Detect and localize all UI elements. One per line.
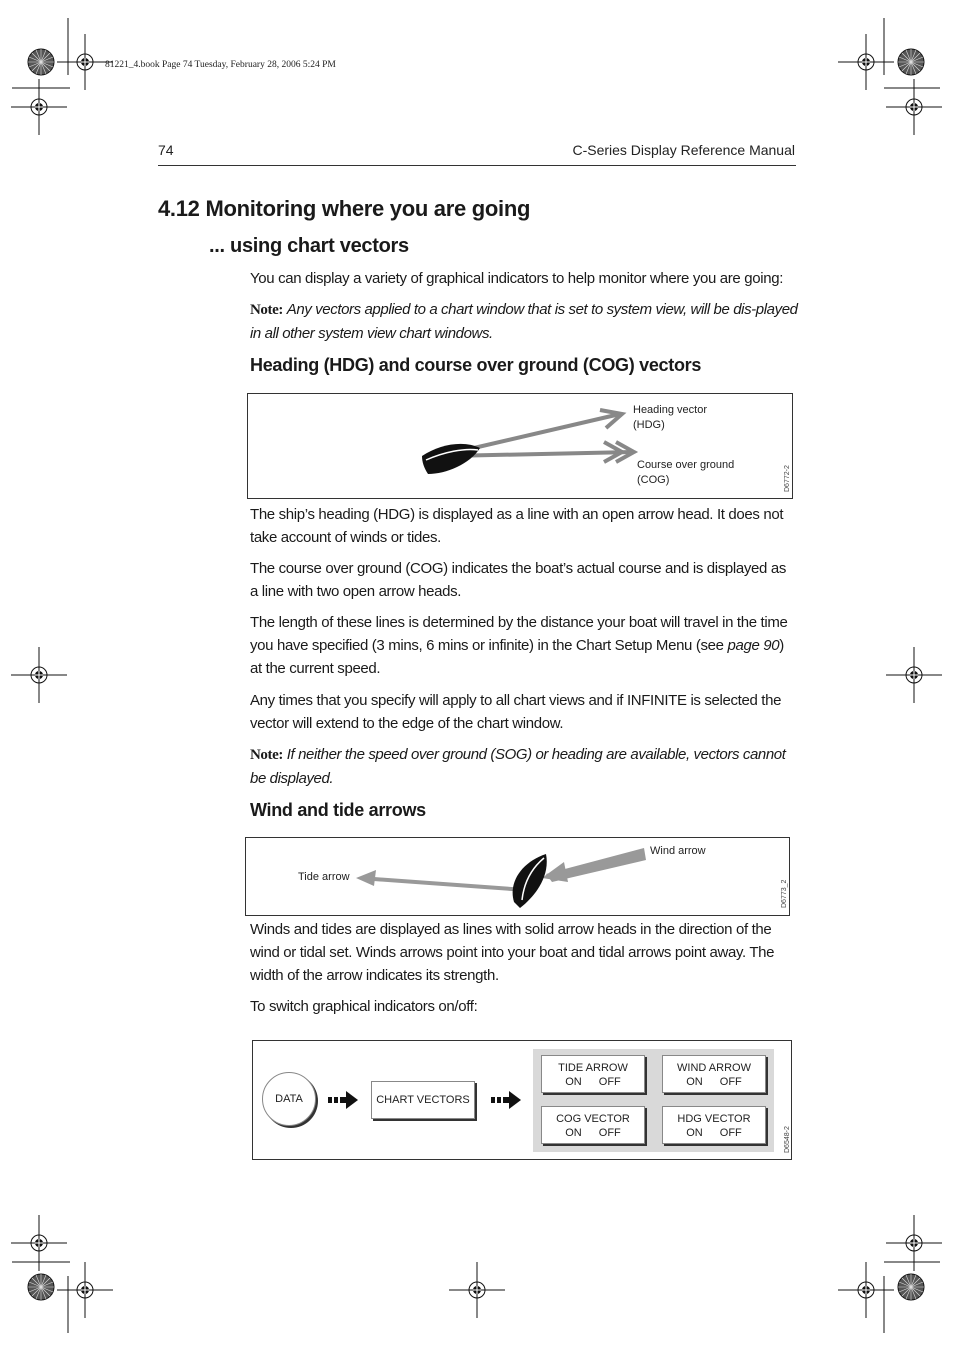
crop-cross-top-right bbox=[838, 34, 894, 90]
hdg-cog-figure bbox=[247, 393, 793, 499]
crop-cross-upper-right bbox=[886, 79, 942, 135]
infinite-paragraph: Any times that you specify will apply to all chart views and if INFINITE is selected the vector will extend to the edge of the chart window. bbox=[250, 692, 782, 732]
wind-tide-figure bbox=[245, 837, 790, 916]
running-header-title: C-Series Display Reference Manual bbox=[572, 142, 795, 158]
crop-cross-bottom-left bbox=[57, 1262, 113, 1318]
subsection-heading: ... using chart vectors bbox=[209, 235, 409, 257]
crop-cross-upper-left bbox=[11, 79, 67, 135]
boat-icon bbox=[513, 854, 547, 908]
chart-vectors-procedure-figure bbox=[252, 1040, 792, 1160]
crop-cross-bottom-right bbox=[838, 1262, 894, 1318]
registration-star-bottom-right bbox=[898, 1274, 924, 1300]
tide-arrow-label: Tide arrow bbox=[298, 871, 350, 883]
wind-tide-paragraph: Winds and tides are displayed as lines with solid arrow heads in the direction of the wind or tidal set. Winds arrows point into your boat and tidal arrows point away. The width of the arrow indicates its strength. bbox=[250, 921, 775, 984]
cog-vector-softkey[interactable]: COG VECTOR ON OFF bbox=[541, 1106, 645, 1144]
section-heading bbox=[158, 196, 530, 222]
crop-cross-mid-left bbox=[11, 647, 67, 703]
note-sog bbox=[250, 743, 798, 790]
hdg-vector-softkey[interactable]: HDG VECTOR ON OFF bbox=[662, 1106, 766, 1144]
crop-cross-lower-right bbox=[886, 1215, 942, 1271]
next-step-arrow-icon bbox=[328, 1090, 360, 1110]
crop-cross-bottom-center bbox=[449, 1262, 505, 1318]
note-text: If neither the speed over ground (SOG) or heading are available, vectors cannot be displayed. bbox=[250, 746, 786, 787]
section-number: 4.12 bbox=[158, 196, 200, 221]
wind-arrow-softkey[interactable]: WIND ARROW ON OFF bbox=[662, 1055, 766, 1093]
switch-intro: To switch graphical indicators on/off: bbox=[250, 998, 478, 1015]
tide-arrow-head bbox=[356, 870, 376, 886]
figure-ref-id: D6548-2 bbox=[784, 1126, 791, 1153]
next-step-arrow-icon bbox=[491, 1090, 523, 1110]
chart-vectors-softkey[interactable]: CHART VECTORS bbox=[371, 1081, 475, 1119]
registration-star-top-left bbox=[28, 49, 54, 75]
cog-label: Course over ground (COG) bbox=[637, 459, 735, 486]
tide-arrow-line bbox=[374, 879, 526, 890]
note-label: Note: bbox=[250, 302, 283, 318]
note-system-view bbox=[250, 298, 798, 345]
softkey-panel bbox=[533, 1049, 774, 1152]
data-button[interactable]: DATA bbox=[262, 1072, 316, 1126]
vector-length-paragraph: The length of these lines is determined by the distance your boat will travel in the time you have specified (3 mins, 6 mins or infinite) in the Chart Setup Menu (see page 90) at the current speed. bbox=[250, 614, 788, 677]
print-slug: 81221_4.book Page 74 Tuesday, February 28, 2006 5:24 PM bbox=[105, 60, 336, 70]
note-label: Note: bbox=[250, 747, 283, 763]
section-title: Monitoring where you are going bbox=[205, 196, 531, 221]
intro-paragraph: You can display a variety of graphical indicators to help monitor where you are going: bbox=[250, 270, 784, 287]
wind-arrow-label: Wind arrow bbox=[650, 845, 706, 857]
page-reference-link[interactable]: page 90 bbox=[727, 637, 780, 654]
cog-paragraph: The course over ground (COG) indicates the boat’s actual course and is displayed as a line with two open arrow heads. bbox=[250, 560, 786, 600]
crop-cross-mid-right bbox=[886, 647, 942, 703]
registration-star-top-right bbox=[898, 49, 924, 75]
hdg-label: Heading vector (HDG) bbox=[633, 404, 707, 431]
figure-ref-id: D6773_2 bbox=[781, 879, 788, 908]
header-rule bbox=[158, 165, 796, 166]
page-number: 74 bbox=[158, 142, 174, 158]
boat-icon bbox=[422, 444, 480, 474]
note-text: Any vectors applied to a chart window that is set to system view, will be dis-played in all other system view chart windows. bbox=[250, 301, 798, 342]
registration-star-bottom-left bbox=[28, 1274, 54, 1300]
wind-tide-heading: Wind and tide arrows bbox=[250, 800, 426, 820]
figure-ref-id: D6772-2 bbox=[784, 465, 791, 492]
hdg-paragraph: The ship’s heading (HDG) is displayed as a line with an open arrow head. It does not take account of winds or tides. bbox=[250, 506, 784, 546]
hdg-cog-heading: Heading (HDG) and course over ground (COG) vectors bbox=[250, 355, 702, 375]
tide-arrow-softkey[interactable]: TIDE ARROW ON OFF bbox=[541, 1055, 645, 1093]
crop-cross-lower-left bbox=[11, 1215, 67, 1271]
